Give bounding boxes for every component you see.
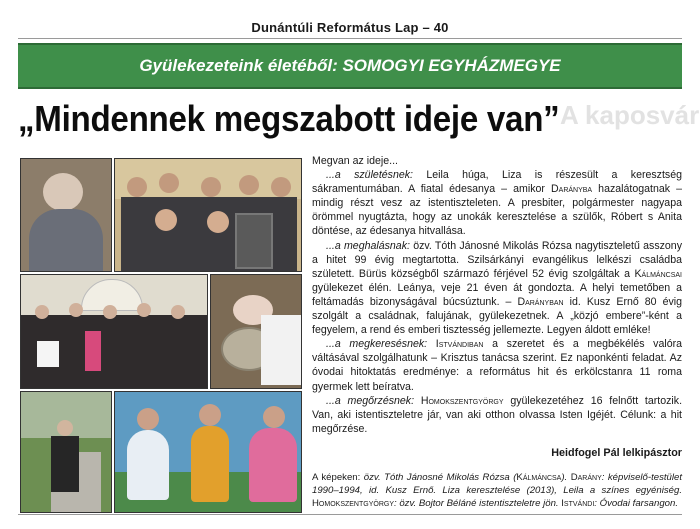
place-name: Istvándiban [427,338,484,351]
article-headline: „Mindennek megszabott ideje van” [18,98,560,139]
caption-fragment: : özv. Bojtor Béláné istentiszteletre jön. [394,497,562,509]
place-name: Homokszentgyörgy [312,497,394,509]
running-header: Dunántúli Református Lap – 40 [251,20,449,35]
place-name: Darányban [517,295,564,308]
article-intro: Megvan az ideje... [312,155,398,167]
photo-baptism-group [20,274,208,389]
article-body [312,154,682,510]
photo-collage [20,158,302,513]
author-signature: Heidfogel Pál lelkipásztor [551,446,682,459]
place-name: Istvándi [561,497,595,509]
place-name: Kálmáncsai [634,267,682,280]
text-fragment: özv. Tóth Jánosné Mikolás Rózsa nagytiszteletű asszony a hitet 99 évig megtartotta. Szilsárkányi evangélikus lelkészi családba született. Bürüs községből származó férjével 52 évig szolgáltak a [312,239,682,280]
text-fragment: hazalátogatnak – mindig részt vesz az istentiszteleten. A presbiter, polgármester nagyapa örömmel nyugtázta, hogy az unokák keresztelése a szülők, Róbert s Anita döntése, az édesanya hitvallása. [312,183,682,238]
place-name: Homokszentgyörgy [414,394,504,407]
photo-elderly-woman [20,158,112,272]
photo-baptism-closeup [210,274,302,389]
photo-kindergarten-carnival [114,391,302,513]
photo-woman-walking [20,391,112,513]
caption-fragment: : Óvodai farsangon. [594,497,679,509]
banner-title: Gyülekezeteink életéből: SOMOGYI EGYHÁZMEGYE [139,56,561,75]
bleed-through-text: A kaposvár [560,100,700,130]
text-fragment: gyülekezet élén. Leánya, veje 21 éven át gondozta. A helyi temetőben a feltámadás bizonyságával búcsúztunk. – [312,281,682,308]
footer-rule [18,514,682,515]
paragraph-seeking [312,337,682,393]
photo-council-group [114,158,302,272]
paragraph-death [312,239,682,338]
lead-seeking: ...a megkeresésnek: [326,338,428,351]
paragraph-preserving [312,394,682,436]
paragraph-birth [312,168,682,238]
place-name: Darány [570,471,602,483]
caption-fragment: ). [561,471,571,483]
caption-lead: A képeken: [312,471,361,483]
lead-birth: ...a születésnek: [326,169,413,182]
place-name: Kálmáncsa [516,471,562,483]
photo-caption [312,471,682,510]
text-fragment: gyülekezetéhez 16 felnőtt tartozik. Van, aki istentiszteletre jár, van aki otthon olvassa Isten Igéjét. Célunk: a hit megőrzése. [312,394,683,435]
text-fragment: a szeretet és a megbékélés valóra váltásával szolgálhatunk – Krisztus tanácsa szerint. Ez naponkénti feladat. Az óvodai hitoktatás eredménye: a református hit és erkölcstanra 11 roma gyermek lett beíratva. [312,338,683,393]
caption-fragment: özv. Tóth Jánosné Mikolás Rózsa ( [360,471,517,483]
lead-death: ...a meghalásnak: [326,239,410,252]
section-banner [18,43,682,89]
lead-preserving: ...a megőrzésnek: [326,394,415,407]
header-rule [18,38,682,39]
caption-fragment: : képviselő-testület 1990–1994, id. Kusz Ernő. Liza keresztelése (2013), Leila a színes egyéniség. [312,471,682,496]
text-fragment: id. Kusz Ernő 80 évig szolgált a családnak, falujának, gyülekezetnek. A „közjó embere”-ként a fegyelem, a rend és emberi tisztesség jellemezte. Legyen áldott emléke! [312,295,682,337]
text-fragment: Leila húga, Liza is részesült a keresztség sákramentumában. A fiatal édesanya – amikor [312,169,682,196]
place-name: Darányba [551,183,593,196]
